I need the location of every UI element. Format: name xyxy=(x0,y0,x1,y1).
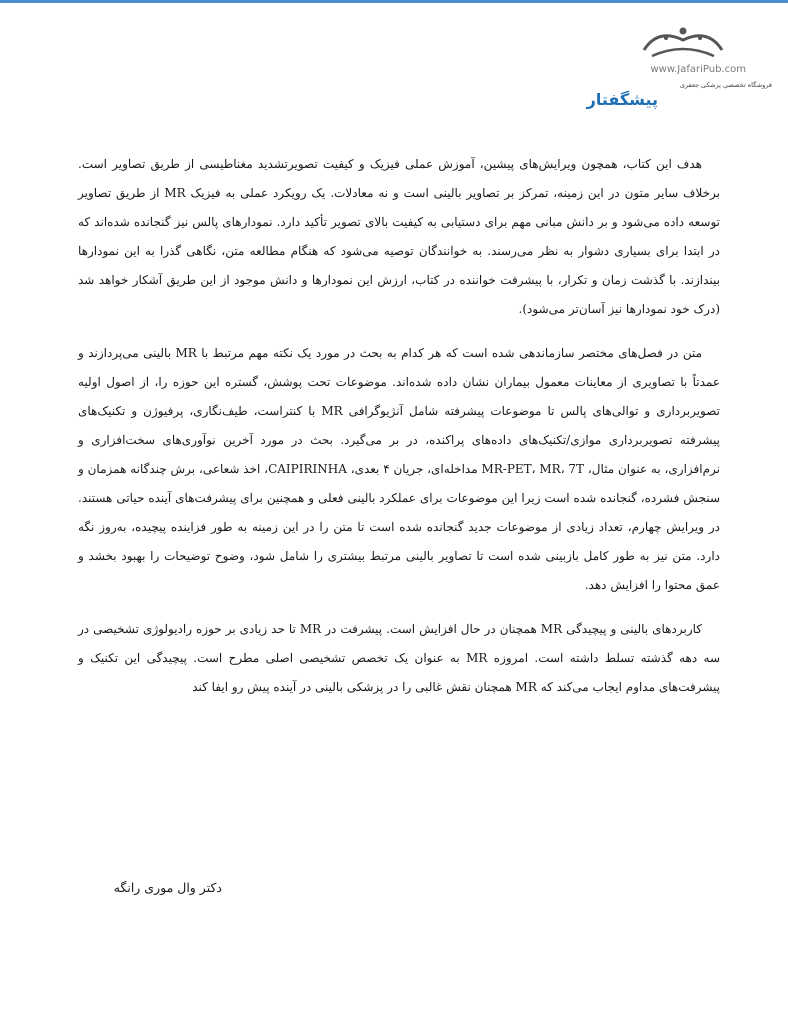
publisher-logo-icon xyxy=(638,20,728,68)
author-signature: دکتر وال موری رانگه xyxy=(113,880,222,895)
page-title: پیشگفتار xyxy=(586,90,658,109)
site-url: www.JafariPub.com xyxy=(650,64,746,75)
top-rule xyxy=(0,0,788,3)
page-header xyxy=(586,18,772,109)
paragraph: متن در فصل‌های مختصر سازماندهی شده است که هر کدام به بحث در مورد یک نکته مهم مرتبط با MR بالینی می‌پردازند و عمدتاً با تصاویری از معاینات معمول بیماران نشان داده شده‌اند. موضوعات تحت پوشش، گستره این حوزه را، از اصول اولیه تصویربرداری و توالی‌های پالس تا موضوعات پیشرفته شامل آنژیوگرافی MR با کنتراست، طیف‌نگاری، پرفیوژن و تکنیک‌های پیشرفته تصویربرداری موازی/تکنیک‌های داده‌های پراکنده، در بر می‌گیرد. بحث در مورد آخرین نوآوری‌های سخت‌افزاری و نرم‌افزاری، به عنوان مثال، MR-PET، MR، 7T مداخله‌ای، جریان ۴ بعدی، CAIPIRINHA، اخذ شعاعی، برش چندگانه همزمان و سنجش فشرده، گنجانده شده است زیرا این موضوعات برای عملکرد بالینی فعلی و همچنین برای پیشرفت‌های آینده حیاتی هستند. در ویرایش چهارم، تعداد زیادی از موضوعات جدید گنجانده شده است تا متن را در این زمینه به طور فزاینده پیچیده، به‌روز نگه دارد. متن نیز به طور کامل بازبینی شده است تا تصاویر بالینی مرتبط بیشتری را شامل شود، وضوح توضیحات را بهبود بخشد و عمق محتوا را افزایش دهد. xyxy=(78,346,721,592)
paragraph: هدف این کتاب، همچون ویرایش‌های پیشین، آموزش عملی فیزیک و کیفیت تصویرتشدید مغناطیسی از طریق تصاویر است. برخلاف سایر متون در این زمینه، تمرکز بر تصاویر بالینی است و نه معادلات. یک رویکرد عملی به فیزیک MR از طریق تصاویر توسعه داده می‌شود و بر دانش مبانی مهم برای دستیابی به کیفیت بالای تصویر تأکید دارد. نمودارهای پالس نیز گنجانده شده‌اند که در ابتدا برای بسیاری دشوار به نظر می‌رسند. به خوانندگان توصیه می‌شود که هنگام مطالعه متن، نگاهی گذرا به این نمودارها بیندازند. با گذشت زمان و تکرار، با پیشرفت خواننده در کتاب، ارزش این نمودارها و دانش موجود از این طریق آشکار خواهد شد (درک خود نمودارها نیز آسان‌تر می‌شود). xyxy=(78,157,721,316)
preface-text xyxy=(78,150,720,717)
store-caption: فروشگاه تخصصی پزشکی جعفری xyxy=(679,81,772,89)
paragraph: کاربردهای بالینی و پیچیدگی MR همچنان در حال افزایش است. پیشرفت در MR تا حد زیادی بر حوزه رادیولوژی تشخیصی در سه دهه گذشته تسلط داشته است. امروزه MR به عنوان یک تخصص تشخیصی اصلی مطرح است. پیچیدگی این تکنیک و پیشرفت‌های مداوم ایجاب می‌کند که MR همچنان نقش غالبی را در پزشکی بالینی در آینده پیش رو ایفا کند xyxy=(78,622,721,694)
